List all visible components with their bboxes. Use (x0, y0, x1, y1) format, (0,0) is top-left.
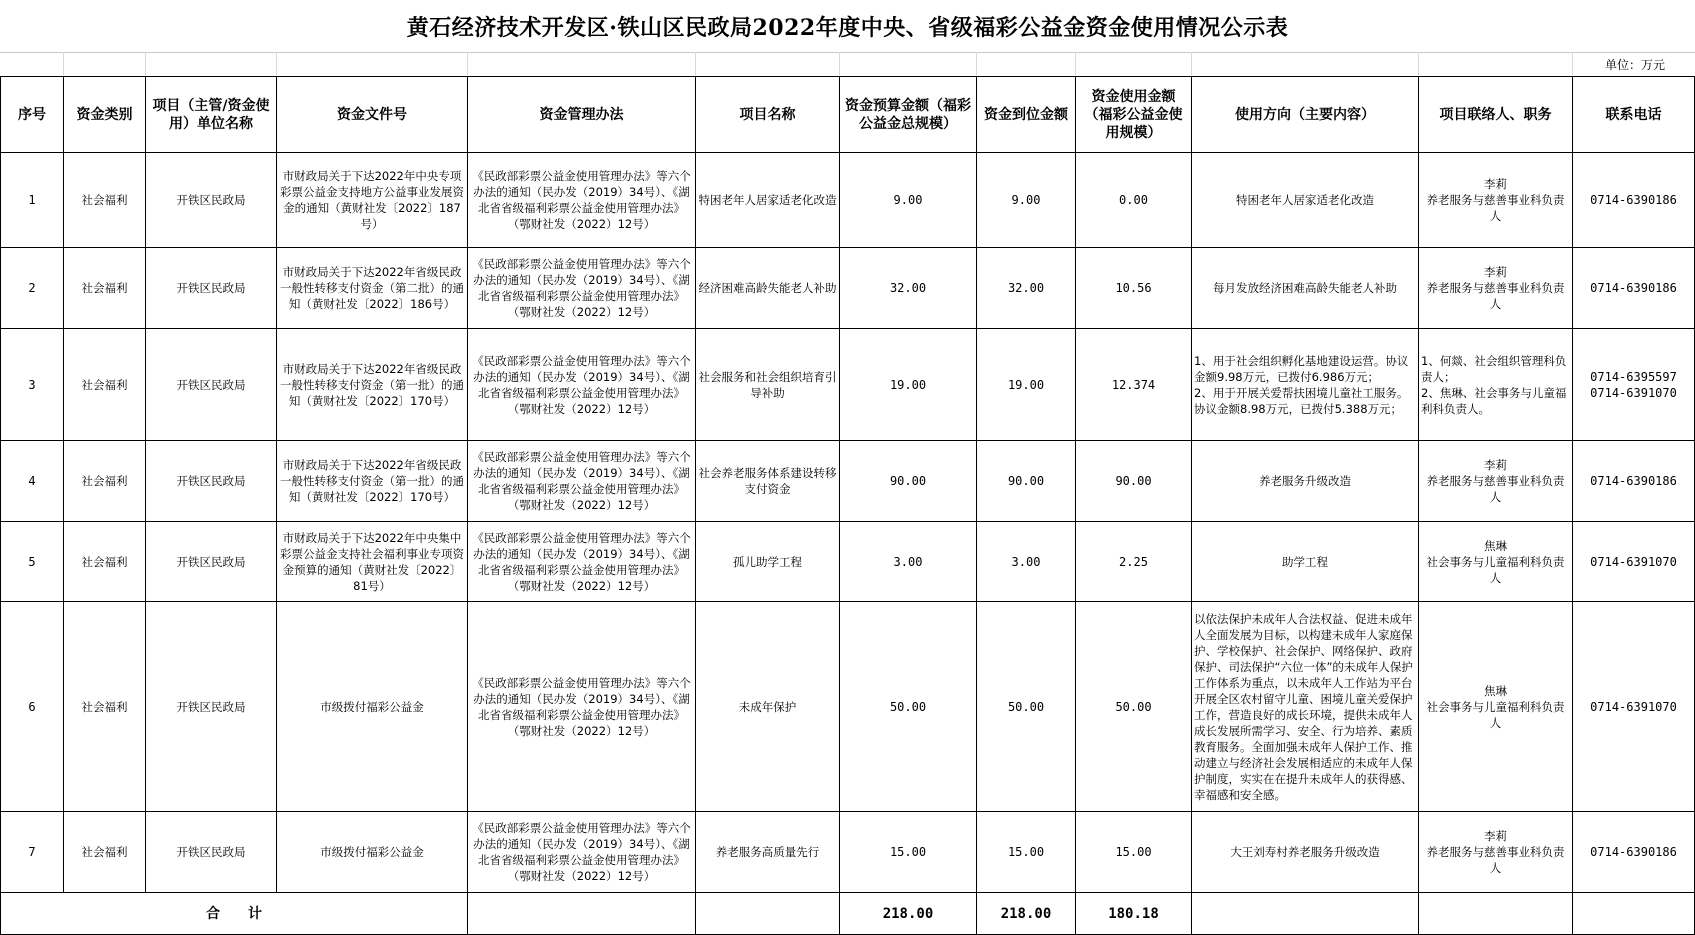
arrived-amount: 19.00 (977, 329, 1076, 441)
header-cell: 项目名称 (696, 77, 840, 153)
contact-person: 焦琳 社会事务与儿童福利科负责人 (1419, 522, 1573, 602)
fund-file: 市级拨付福彩公益金 (277, 812, 468, 893)
header-cell: 资金管理办法 (468, 77, 696, 153)
usage-direction: 特困老年人居家适老化改造 (1192, 153, 1419, 248)
usage-direction: 1、用于社会组织孵化基地建设运营。协议金额9.98万元，已拨付6.986万元； 2、用于开展关爱帮扶困境儿童社工服务。协议金额8.98万元，已拨付5.388万元； (1192, 329, 1419, 441)
arrived-amount: 15.00 (977, 812, 1076, 893)
row-number: 6 (1, 602, 64, 812)
budget-amount: 90.00 (840, 441, 977, 522)
project-name: 养老服务高质量先行 (696, 812, 840, 893)
used-amount: 10.56 (1076, 248, 1192, 329)
fund-file: 市财政局关于下达2022年省级民政一般性转移支付资金（第一批）的通知（黄财社发〔2022〕170号） (277, 329, 468, 441)
arrived-amount: 3.00 (977, 522, 1076, 602)
title-bar (0, 0, 1695, 53)
budget-amount: 9.00 (840, 153, 977, 248)
total-row (1, 893, 1695, 935)
fund-category: 社会福利 (64, 441, 146, 522)
arrived-amount: 50.00 (977, 602, 1076, 812)
header-row (1, 77, 1695, 153)
unit-label: 单位：万元 (1604, 58, 1665, 72)
management-method: 《民政部彩票公益金使用管理办法》等六个办法的通知（民办发（2019）34号）、《湖北省省级福利彩票公益金使用管理办法》（鄂财社发（2022）12号） (468, 522, 696, 602)
arrived-amount: 32.00 (977, 248, 1076, 329)
header-cell: 资金使用金额（福彩公益金使用规模） (1076, 77, 1192, 153)
row-number: 7 (1, 812, 64, 893)
unit-name: 开铁区民政局 (146, 153, 277, 248)
project-name: 孤儿助学工程 (696, 522, 840, 602)
budget-amount: 3.00 (840, 522, 977, 602)
contact-person: 李莉 养老服务与慈善事业科负责人 (1419, 248, 1573, 329)
header-cell: 使用方向（主要内容） (1192, 77, 1419, 153)
row-number: 1 (1, 153, 64, 248)
arrived-amount: 9.00 (977, 153, 1076, 248)
total-arrived: 218.00 (977, 893, 1076, 935)
arrived-amount: 90.00 (977, 441, 1076, 522)
fund-file: 市财政局关于下达2022年省级民政一般性转移支付资金（第二批）的通知（黄财社发〔2022〕186号） (277, 248, 468, 329)
unit-name: 开铁区民政局 (146, 329, 277, 441)
used-amount: 12.374 (1076, 329, 1192, 441)
row-number: 5 (1, 522, 64, 602)
management-method: 《民政部彩票公益金使用管理办法》等六个办法的通知（民办发（2019）34号）、《湖北省省级福利彩票公益金使用管理办法》（鄂财社发（2022）12号） (468, 248, 696, 329)
contact-phone: 0714-6390186 (1573, 812, 1695, 893)
contact-phone: 0714-6390186 (1573, 248, 1695, 329)
used-amount: 2.25 (1076, 522, 1192, 602)
table-row (1, 522, 1695, 602)
usage-direction: 以依法保护未成年人合法权益、促进未成年人全面发展为目标，以构建未成年人家庭保护、学校保护、社会保护、网络保护、政府保护、司法保护“六位一体”的未成年人保护工作体系为重点，以未成年人工作站为平台开展全区农村留守儿童、困境儿童关爱保护工作，营造良好的成长环境，提供未成年人成长发展所需学习、安全、行为培养、素质教育服务。全面加强未成年人保护工作、推动建立与经济社会发展相适应的未成年人保护制度，实实在在提升未成年人的获得感、幸福感和安全感。 (1192, 602, 1419, 812)
fund-file: 市财政局关于下达2022年中央集中彩票公益金支持社会福利事业专项资金预算的通知（黄财社发〔2022〕81号） (277, 522, 468, 602)
page-title: 黄石经济技术开发区·铁山区民政局2022年度中央、省级福彩公益金资金使用情况公示表 (406, 14, 1289, 41)
budget-amount: 15.00 (840, 812, 977, 893)
header-cell: 资金预算金额（福彩公益金总规模） (840, 77, 977, 153)
fund-category: 社会福利 (64, 812, 146, 893)
fund-file: 市级拨付福彩公益金 (277, 602, 468, 812)
row-number: 4 (1, 441, 64, 522)
contact-person: 李莉 养老服务与慈善事业科负责人 (1419, 812, 1573, 893)
unit-name: 开铁区民政局 (146, 812, 277, 893)
header-cell: 资金文件号 (277, 77, 468, 153)
unit-name: 开铁区民政局 (146, 248, 277, 329)
contact-phone: 0714-6391070 (1573, 522, 1695, 602)
used-amount: 50.00 (1076, 602, 1192, 812)
unit-row (0, 52, 1695, 76)
header-cell: 项目联络人、职务 (1419, 77, 1573, 153)
table-row (1, 812, 1695, 893)
fund-category: 社会福利 (64, 602, 146, 812)
project-name: 社会养老服务体系建设转移支付资金 (696, 441, 840, 522)
project-name: 社会服务和社会组织培育引导补助 (696, 329, 840, 441)
header-cell: 资金到位金额 (977, 77, 1076, 153)
empty-cell (468, 893, 696, 935)
fund-category: 社会福利 (64, 153, 146, 248)
header-cell: 项目（主管/资金使用）单位名称 (146, 77, 277, 153)
table-row (1, 602, 1695, 812)
fund-category: 社会福利 (64, 522, 146, 602)
used-amount: 90.00 (1076, 441, 1192, 522)
usage-direction: 每月发放经济困难高龄失能老人补助 (1192, 248, 1419, 329)
contact-person: 李莉 养老服务与慈善事业科负责人 (1419, 153, 1573, 248)
management-method: 《民政部彩票公益金使用管理办法》等六个办法的通知（民办发（2019）34号）、《湖北省省级福利彩票公益金使用管理办法》（鄂财社发（2022）12号） (468, 329, 696, 441)
unit-name: 开铁区民政局 (146, 602, 277, 812)
empty-cell (1419, 893, 1573, 935)
management-method: 《民政部彩票公益金使用管理办法》等六个办法的通知（民办发（2019）34号）、《湖北省省级福利彩票公益金使用管理办法》（鄂财社发（2022）12号） (468, 441, 696, 522)
usage-direction: 养老服务升级改造 (1192, 441, 1419, 522)
table-row (1, 248, 1695, 329)
fund-table (0, 76, 1695, 935)
fund-file: 市财政局关于下达2022年中央专项彩票公益金支持地方公益事业发展资金的通知（黄财社发〔2022〕187号） (277, 153, 468, 248)
contact-phone: 0714-6395597 0714-6391070 (1573, 329, 1695, 441)
contact-phone: 0714-6390186 (1573, 153, 1695, 248)
management-method: 《民政部彩票公益金使用管理办法》等六个办法的通知（民办发（2019）34号）、《湖北省省级福利彩票公益金使用管理办法》（鄂财社发（2022）12号） (468, 812, 696, 893)
fund-file: 市财政局关于下达2022年省级民政一般性转移支付资金（第一批）的通知（黄财社发〔2022〕170号） (277, 441, 468, 522)
management-method: 《民政部彩票公益金使用管理办法》等六个办法的通知（民办发（2019）34号）、《湖北省省级福利彩票公益金使用管理办法》（鄂财社发（2022）12号） (468, 153, 696, 248)
fund-category: 社会福利 (64, 248, 146, 329)
project-name: 特困老年人居家适老化改造 (696, 153, 840, 248)
row-number: 2 (1, 248, 64, 329)
usage-direction: 助学工程 (1192, 522, 1419, 602)
unit-name: 开铁区民政局 (146, 441, 277, 522)
total-used: 180.18 (1076, 893, 1192, 935)
header-cell: 序号 (1, 77, 64, 153)
header-cell: 联系电话 (1573, 77, 1695, 153)
unit-name: 开铁区民政局 (146, 522, 277, 602)
budget-amount: 19.00 (840, 329, 977, 441)
contact-person: 李莉 养老服务与慈善事业科负责人 (1419, 441, 1573, 522)
contact-phone: 0714-6390186 (1573, 441, 1695, 522)
empty-cell (696, 893, 840, 935)
project-name: 未成年保护 (696, 602, 840, 812)
table-row (1, 153, 1695, 248)
table-body (1, 153, 1695, 935)
empty-cell (1192, 893, 1419, 935)
empty-cell (1573, 893, 1695, 935)
management-method: 《民政部彩票公益金使用管理办法》等六个办法的通知（民办发（2019）34号）、《湖北省省级福利彩票公益金使用管理办法》（鄂财社发（2022）12号） (468, 602, 696, 812)
header-cell: 资金类别 (64, 77, 146, 153)
contact-person: 1、何燚、社会组织管理科负责人； 2、焦琳、社会事务与儿童福利科负责人。 (1419, 329, 1573, 441)
used-amount: 15.00 (1076, 812, 1192, 893)
fund-category: 社会福利 (64, 329, 146, 441)
contact-phone: 0714-6391070 (1573, 602, 1695, 812)
contact-person: 焦琳 社会事务与儿童福利科负责人 (1419, 602, 1573, 812)
table-row (1, 329, 1695, 441)
usage-direction: 大王刘寿村养老服务升级改造 (1192, 812, 1419, 893)
budget-amount: 32.00 (840, 248, 977, 329)
used-amount: 0.00 (1076, 153, 1192, 248)
row-number: 3 (1, 329, 64, 441)
total-label: 合 计 (1, 893, 468, 935)
table-row (1, 441, 1695, 522)
project-name: 经济困难高龄失能老人补助 (696, 248, 840, 329)
budget-amount: 50.00 (840, 602, 977, 812)
total-budget: 218.00 (840, 893, 977, 935)
